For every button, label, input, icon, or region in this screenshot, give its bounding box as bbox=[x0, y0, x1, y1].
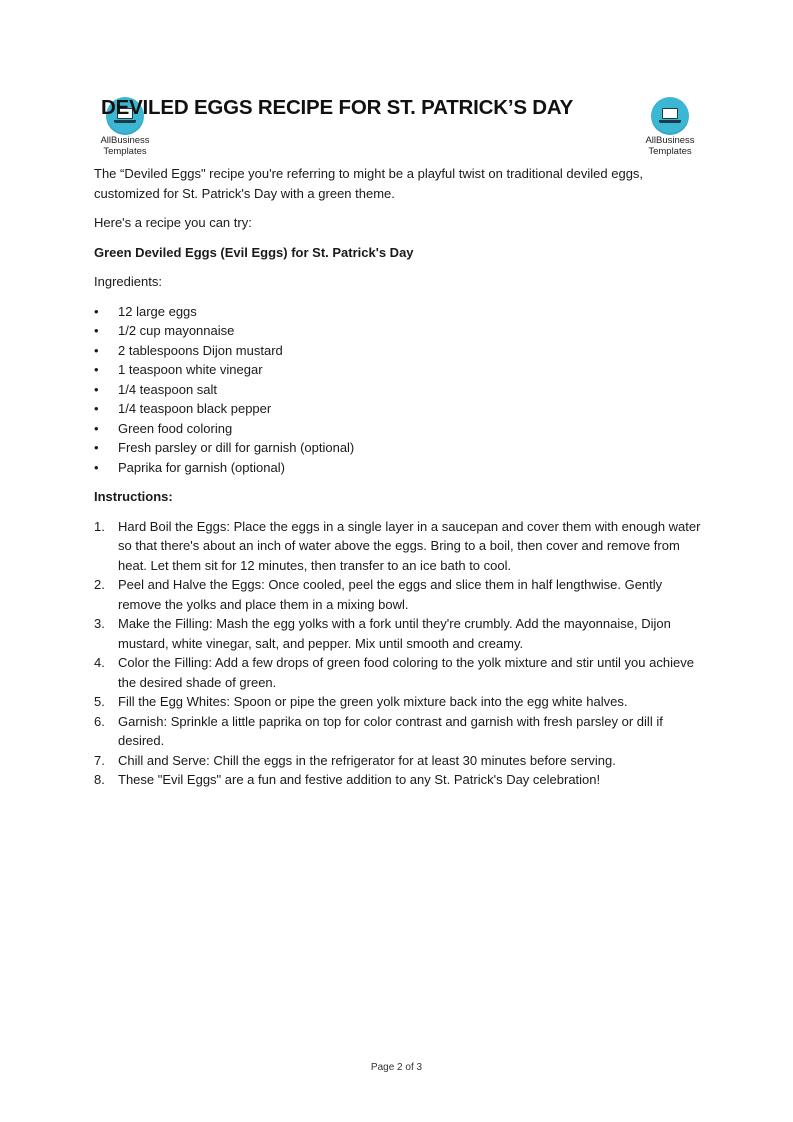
step-number: 3. bbox=[94, 616, 105, 631]
step-number: 2. bbox=[94, 577, 105, 592]
bullet-icon: • bbox=[94, 342, 99, 358]
document-title: DEVILED EGGS RECIPE FOR ST. PATRICK’S DAY bbox=[101, 96, 574, 119]
step-number: 5. bbox=[94, 694, 105, 709]
document-body bbox=[94, 164, 704, 800]
ingredient-text: Paprika for garnish (optional) bbox=[118, 459, 285, 475]
step-number: 7. bbox=[94, 752, 105, 768]
instruction-step bbox=[94, 575, 704, 614]
instruction-step bbox=[94, 517, 704, 576]
instruction-step bbox=[94, 770, 704, 790]
ingredient-item bbox=[94, 321, 704, 341]
instruction-step bbox=[94, 712, 704, 751]
bullet-icon: • bbox=[94, 362, 99, 377]
bullet-icon: • bbox=[94, 401, 99, 416]
lead-paragraph: Here's a recipe you can try: bbox=[94, 215, 252, 230]
instructions-list bbox=[94, 517, 704, 790]
bullet-icon: • bbox=[94, 420, 99, 436]
step-text: These "Evil Eggs" are a fun and festive addition to any St. Patrick's Day celebration! bbox=[118, 772, 601, 787]
step-number: 4. bbox=[94, 655, 105, 670]
bullet-icon: • bbox=[94, 303, 99, 319]
ingredient-text: Fresh parsley or dill for garnish (optional) bbox=[118, 440, 355, 455]
ingredient-text: 1/4 teaspoon black pepper bbox=[118, 401, 272, 416]
logo-text: AllBusiness Templates bbox=[645, 135, 695, 157]
step-text: Hard Boil the Eggs: Place the eggs in a single layer in a saucepan and cover them with enough water so that there's about an inch of water above the eggs. Bring to a boil, then cover and remove from heat. Let them sit for 12 minutes, then transfer to an ice bath to cool. bbox=[118, 518, 701, 573]
step-text: Garnish: Sprinkle a little paprika on top for color contrast and garnish with fresh parsley or dill if desired. bbox=[118, 713, 663, 748]
ingredient-item bbox=[94, 399, 704, 419]
step-number: 1. bbox=[94, 518, 105, 534]
recipe-title: Green Deviled Eggs (Evil Eggs) for St. Patrick's Day bbox=[94, 244, 414, 260]
ingredient-text: 1/2 cup mayonnaise bbox=[118, 323, 235, 338]
step-text: Peel and Halve the Eggs: Once cooled, peel the eggs and slice them in half lengthwise. Gently remove the yolks and place them in a mixing bowl. bbox=[118, 577, 663, 612]
ingredient-item bbox=[94, 458, 704, 478]
step-text: Color the Filling: Add a few drops of green food coloring to the yolk mixture and stir until you achieve the desired shade of green. bbox=[118, 655, 694, 690]
ingredient-text: 2 tablespoons Dijon mustard bbox=[118, 342, 283, 358]
laptop-icon bbox=[651, 97, 689, 135]
instruction-step bbox=[94, 751, 704, 771]
ingredient-text: 12 large eggs bbox=[118, 303, 197, 319]
bullet-icon: • bbox=[94, 440, 99, 455]
ingredient-text: 1 teaspoon white vinegar bbox=[118, 362, 263, 377]
bullet-icon: • bbox=[94, 323, 99, 338]
step-text: Chill and Serve: Chill the eggs in the refrigerator for at least 30 minutes before serving. bbox=[118, 752, 616, 768]
instruction-step bbox=[94, 653, 704, 692]
step-number: 8. bbox=[94, 772, 105, 787]
step-text: Fill the Egg Whites: Spoon or pipe the green yolk mixture back into the egg white halves. bbox=[118, 694, 628, 709]
ingredients-heading: Ingredients: bbox=[94, 274, 162, 289]
ingredient-text: 1/4 teaspoon salt bbox=[118, 381, 218, 397]
ingredient-item bbox=[94, 360, 704, 380]
logo-text: AllBusiness Templates bbox=[100, 135, 150, 157]
instructions-heading: Instructions: bbox=[94, 489, 173, 504]
ingredient-item bbox=[94, 341, 704, 361]
ingredient-item bbox=[94, 419, 704, 439]
bullet-icon: • bbox=[94, 381, 99, 397]
bullet-icon: • bbox=[94, 459, 99, 475]
intro-paragraph: The “Deviled Eggs" recipe you're referring to might be a playful twist on traditional deviled eggs, customized for St. Patrick's Day with a green theme. bbox=[94, 166, 644, 201]
ingredient-item bbox=[94, 380, 704, 400]
instruction-step bbox=[94, 614, 704, 653]
instruction-step bbox=[94, 692, 704, 712]
ingredient-item bbox=[94, 302, 704, 322]
ingredient-text: Green food coloring bbox=[118, 420, 233, 436]
allbusiness-logo-right bbox=[635, 97, 705, 157]
step-text: Make the Filling: Mash the egg yolks with a fork until they're crumbly. Add the mayonnaise, Dijon mustard, white vinegar, salt, and pepper. Mix until smooth and creamy. bbox=[118, 616, 671, 651]
step-number: 6. bbox=[94, 713, 105, 729]
page-number: Page 2 of 3 bbox=[370, 1062, 423, 1073]
ingredient-item bbox=[94, 438, 704, 458]
ingredients-list bbox=[94, 302, 704, 478]
